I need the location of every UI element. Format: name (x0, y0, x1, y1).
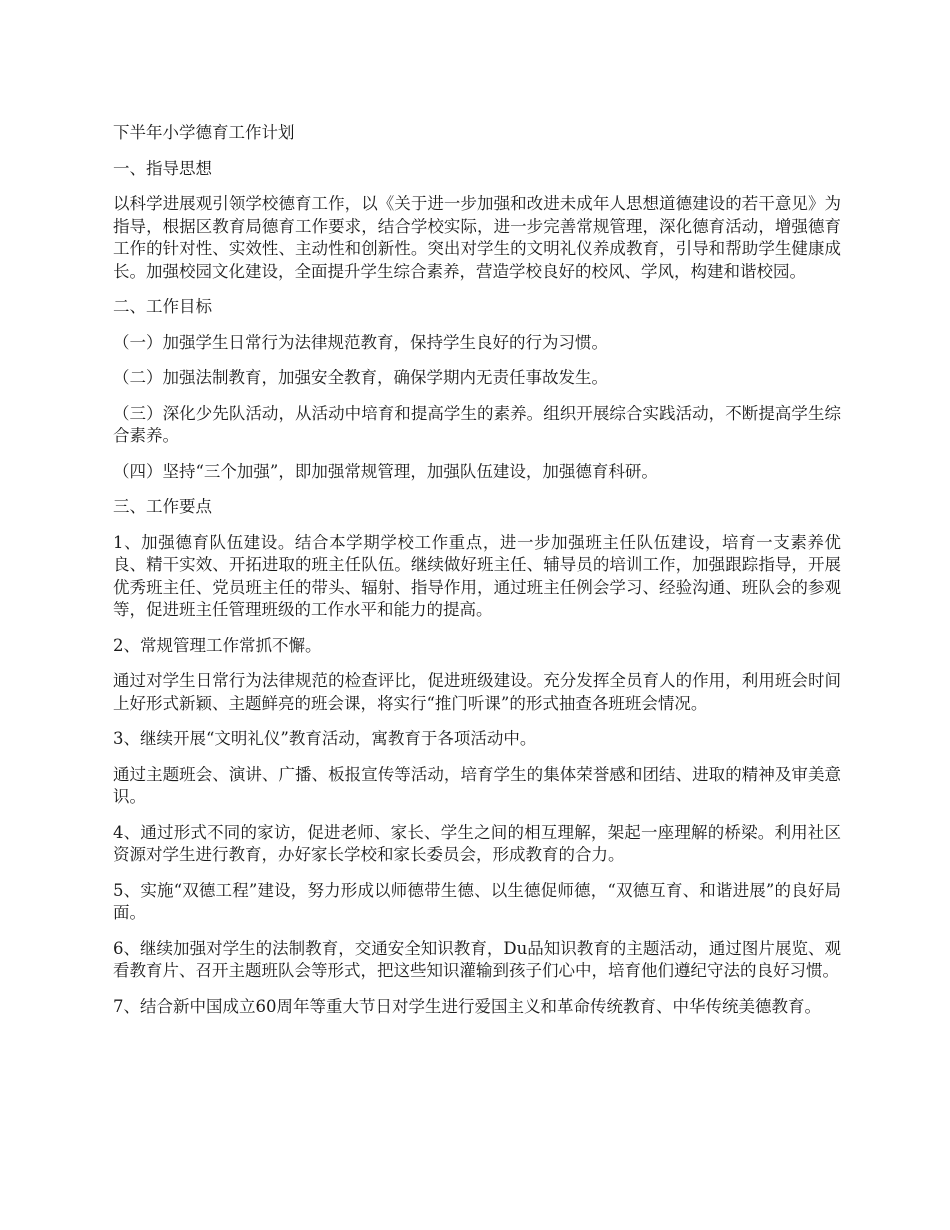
key-point-1: 1、加强德育队伍建设。结合本学期学校工作重点，进一步加强班主任队伍建设，培育一支素养优良、精干实效、开拓进取的班主任队伍。继续做好班主任、辅导员的培训工作，加强跟踪指导，开展优秀班主任、党员班主任的带头、辐射、指导作用，通过班主任例会学习、经验沟通、班队会的参观等，促进班主任管理班级的工作水平和能力的提高。 (113, 532, 841, 619)
section-heading-work-goals: 二、工作目标 (113, 297, 212, 316)
goal-item-1: （一）加强学生日常行为法律规范教育，保持学生良好的行为习惯。 (113, 332, 608, 352)
key-point-7: 7、结合新中国成立60周年等重大节日对学生进行爱国主义和革命传统教育、中华传统美德教育。 (113, 996, 821, 1016)
key-point-6: 6、继续加强对学生的法制教育，交通安全知识教育，Du品知识教育的主题活动，通过图片展览、观看教育片、召开主题班队会等形式，把这些知识灌输到孩子们心中，培育他们遵纪守法的良好习惯。 (113, 938, 841, 980)
key-point-2-detail: 通过对学生日常行为法律规范的检查评比，促进班级建设。充分发挥全员育人的作用，利用班会时间上好形式新颖、主题鲜亮的班会课，将实行“推门听课”的形式抽查各班班会情况。 (113, 671, 841, 713)
goal-item-2: （二）加强法制教育，加强安全教育，确保学期内无责任事故发生。 (113, 368, 608, 387)
document-title: 下半年小学德育工作计划 (113, 123, 295, 142)
key-point-2: 2、常规管理工作常抓不懈。 (113, 635, 322, 655)
goal-item-4: （四）坚持“三个加强”，即加强常规管理，加强队伍建设，加强德育科研。 (113, 461, 658, 481)
goal-item-3: （三）深化少先队活动，从活动中培育和提高学生的素养。组织开展综合实践活动，不断提高学生综合素养。 (113, 403, 841, 445)
section-heading-key-points: 三、工作要点 (113, 497, 212, 516)
section-heading-guiding-thought: 一、指导思想 (113, 158, 212, 178)
key-point-4: 4、通过形式不同的家访，促进老师、家长、学生之间的相互理解，架起一座理解的桥梁。利用社区资源对学生进行教育，办好家长学校和家长委员会，形成教育的合力。 (113, 822, 841, 864)
key-point-3: 3、继续开展“文明礼仪”教育活动，寓教育于各项活动中。 (113, 729, 537, 748)
key-point-3-detail: 通过主题班会、演讲、广播、板报宣传等活动，培育学生的集体荣誉感和团结、进取的精神及审美意识。 (113, 764, 841, 806)
paragraph-guiding-thought: 以科学进展观引领学校德育工作，以《关于进一步加强和改进未成年人思想道德建设的若干意见》为指导，根据区教育局德育工作要求，结合学校实际，进一步完善常规管理，深化德育活动，增强德育工作的针对性、实效性、主动性和创新性。突出对学生的文明礼仪养成教育，引导和帮助学生健康成长。加强校园文化建设，全面提升学生综合素养，营造学校良好的校风、学风，构建和谐校园。 (113, 194, 841, 281)
key-point-5: 5、实施“双德工程”建设，努力形成以师德带生德、以生德促师德，“双德互育、和谐进展”的良好局面。 (113, 880, 841, 922)
document-page (113, 122, 841, 1031)
